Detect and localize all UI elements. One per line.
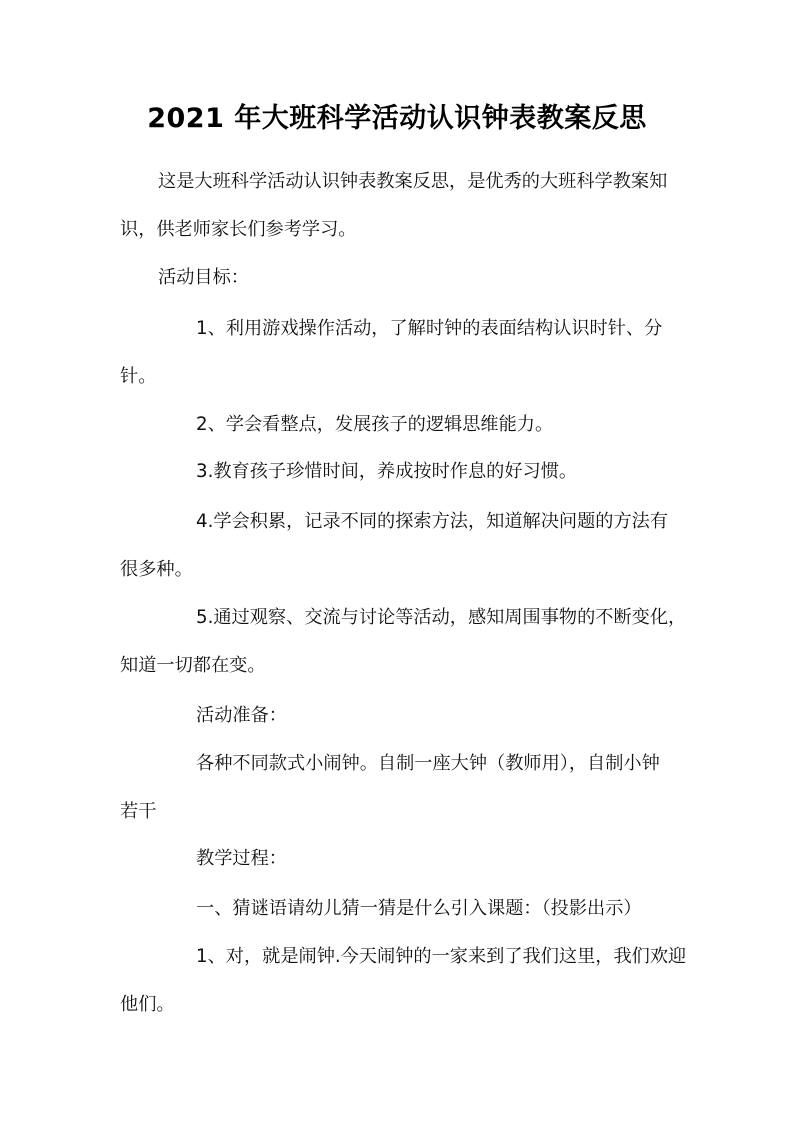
document-title: 2021 年大班科学活动认识钟表教案反思 bbox=[147, 103, 647, 134]
list-item-line: 3.教育孩子珍惜时间，养成按时作息的好习惯。 bbox=[196, 461, 578, 482]
list-item-line: 2、学会看整点，发展孩子的逻辑思维能力。 bbox=[196, 414, 554, 435]
section-heading: 活动准备： bbox=[196, 705, 287, 726]
list-item-line: 1、利用游戏操作活动，了解时钟的表面结构认识时针、分 bbox=[196, 318, 663, 339]
list-item-line: 知道一切都在变。 bbox=[120, 655, 266, 676]
list-item-line: 5.通过观察、交流与讨论等活动，感知周围事物的不断变化， bbox=[196, 607, 687, 628]
section-heading: 活动目标： bbox=[158, 267, 249, 288]
paragraph-line: 各种不同款式小闹钟。自制一座大钟（教师用），自制小钟 bbox=[196, 753, 660, 774]
paragraph-line: 1、对，就是闹钟.今天闹钟的一家来到了我们这里，我们欢迎 bbox=[196, 946, 687, 967]
paragraph-line: 识，供老师家长们参考学习。 bbox=[120, 219, 357, 240]
list-item-line: 4.学会积累，记录不同的探索方法，知道解决问题的方法有 bbox=[196, 511, 669, 532]
list-item-line: 针。 bbox=[120, 366, 157, 387]
list-item-line: 很多种。 bbox=[120, 559, 193, 580]
paragraph-line: 他们。 bbox=[120, 994, 175, 1015]
paragraph-line: 一、猜谜语请幼儿猜一猜是什么引入课题：（投影出示） bbox=[196, 898, 642, 919]
section-heading: 教学过程： bbox=[196, 848, 287, 869]
paragraph-line: 这是大班科学活动认识钟表教案反思，是优秀的大班科学教案知 bbox=[158, 171, 668, 192]
paragraph-line: 若干 bbox=[120, 801, 157, 822]
